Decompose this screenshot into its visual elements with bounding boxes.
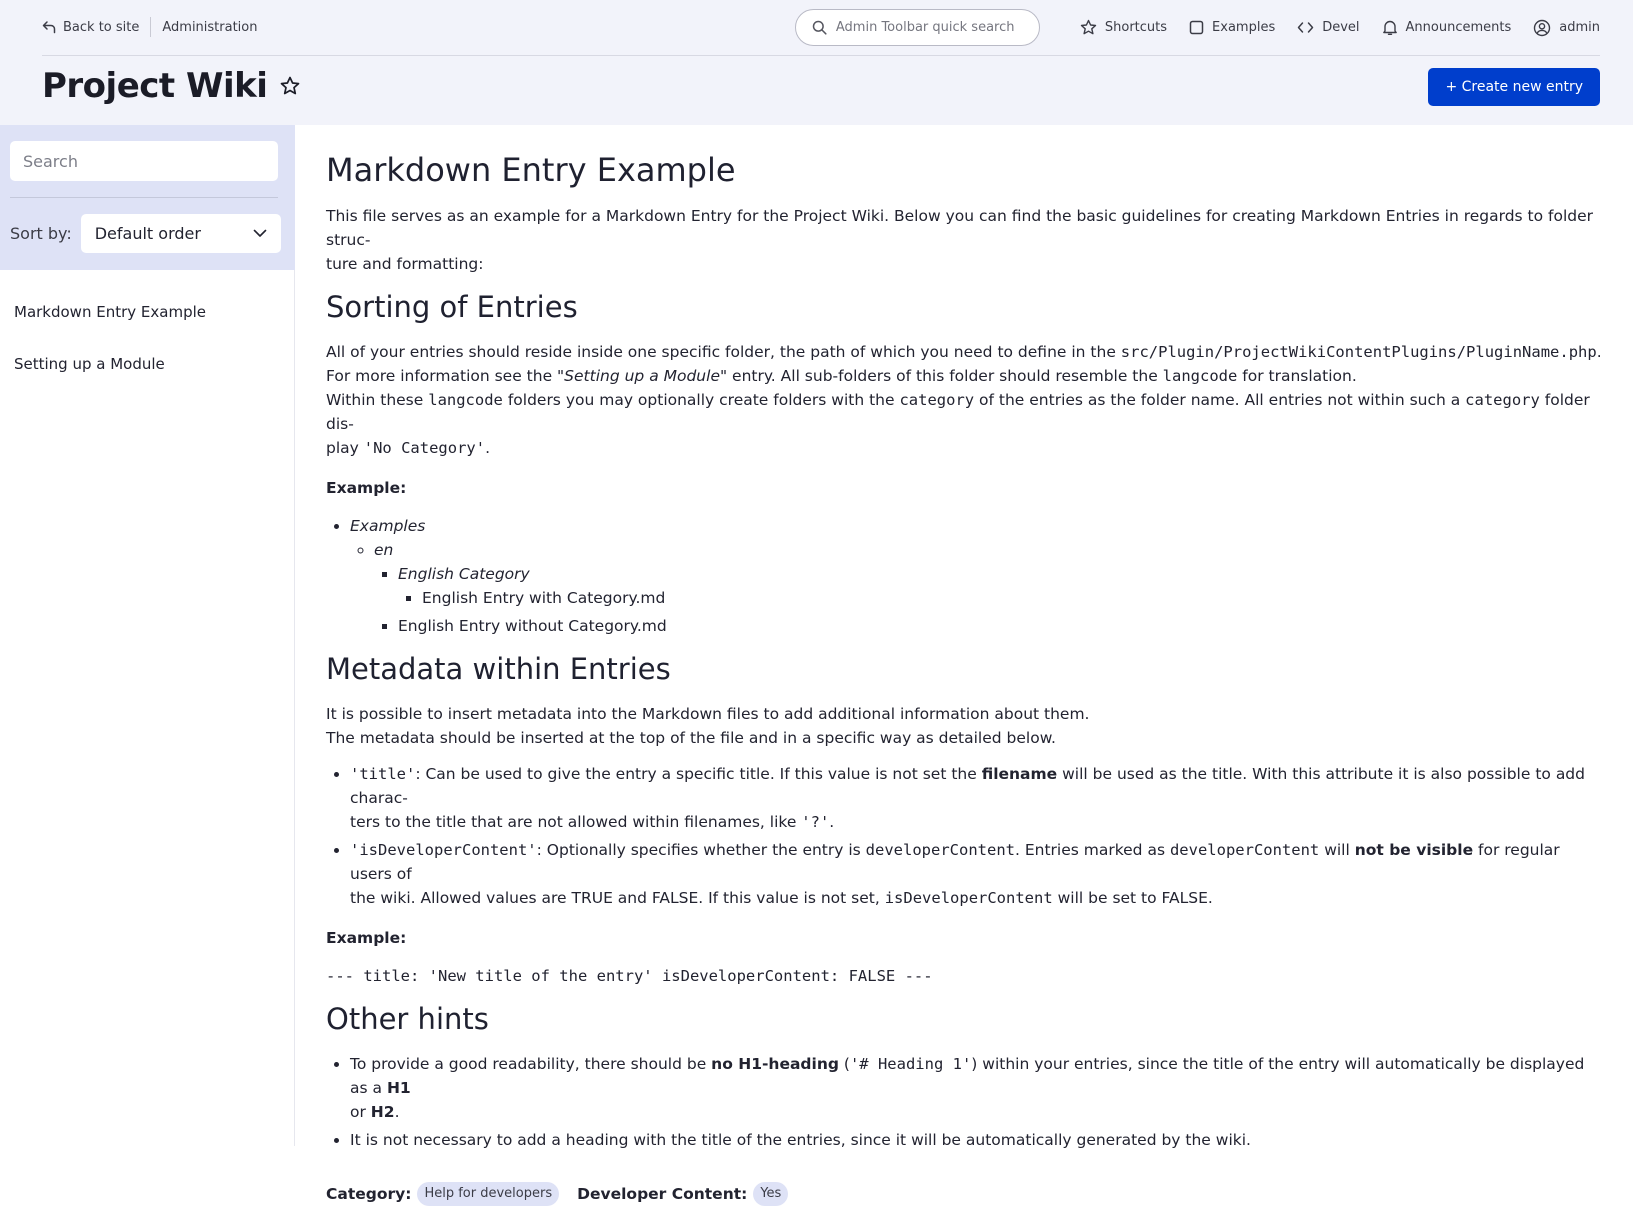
sidebar-divider — [10, 197, 278, 198]
intro-line-2: ture and formatting: — [326, 255, 484, 273]
text: will — [1319, 841, 1355, 859]
square-icon — [1189, 20, 1204, 35]
inline-code: isDeveloperContent — [884, 889, 1053, 907]
toolbar-divider — [150, 17, 151, 37]
announcements-menu[interactable] — [1382, 19, 1512, 36]
example-label: Example: — [326, 479, 407, 497]
list-item: • It is not necessary to add a heading with the title of the entries, since it will be automatically generated by the wiki. — [350, 1128, 1606, 1152]
category-label: Category: — [326, 1185, 412, 1203]
list-item — [350, 1052, 1606, 1124]
text: . — [1596, 343, 1602, 361]
section-heading-hints: Other hints — [326, 1002, 489, 1036]
code-icon — [1297, 20, 1314, 35]
bold-text: H1 — [386, 1079, 411, 1097]
entry-title: Markdown Entry Example — [326, 151, 736, 189]
category-badge[interactable]: Help for developers — [417, 1182, 559, 1206]
admin-toolbar — [42, 0, 1600, 56]
sidebar-item-setting-up-a-module[interactable]: Setting up a Module — [14, 355, 165, 373]
list-item — [374, 538, 1606, 638]
shortcuts-menu[interactable] — [1080, 19, 1167, 36]
inline-code: developerContent — [865, 841, 1015, 859]
shortcuts-label: Shortcuts — [1104, 20, 1168, 35]
examples-label: Examples — [1212, 20, 1276, 35]
text: play — [326, 439, 364, 457]
text: The metadata should be inserted at the top of the file and in a specific way as detailed below. — [326, 729, 1056, 747]
back-to-site-link[interactable] — [42, 20, 139, 35]
sort-selected-value: Default order — [94, 224, 201, 243]
bold-text: no H1-heading — [711, 1055, 839, 1073]
section-heading-sorting: Sorting of Entries — [326, 290, 578, 324]
chevron-down-icon — [253, 229, 267, 238]
devel-menu[interactable] — [1297, 20, 1359, 35]
quick-search-placeholder: Admin Toolbar quick search — [835, 20, 1015, 35]
bold-text: H2 — [370, 1103, 395, 1121]
user-menu[interactable] — [1533, 19, 1600, 37]
text: ) within your entries, since the title of the entry will automatically be displayed as a — [350, 1055, 1585, 1097]
sidebar-item-markdown-entry-example[interactable]: Markdown Entry Example — [14, 303, 206, 321]
hints-list — [326, 1052, 1606, 1152]
examples-menu[interactable] — [1189, 20, 1275, 35]
metadata-paragraph — [326, 702, 1606, 750]
text: : Can be used to give the entry a specific title. If this value is not set the — [415, 765, 982, 783]
text: ters to the title that are not allowed within filenames, like — [350, 813, 802, 831]
list-item — [350, 514, 1606, 638]
bold-text: filename — [981, 765, 1058, 783]
list-item — [398, 562, 1606, 610]
bold-text: not be visible — [1354, 841, 1474, 859]
text: of the entries as the folder name. All entries not within such a — [974, 391, 1466, 409]
inline-code: category — [1465, 391, 1540, 409]
list-item — [350, 838, 1606, 910]
administration-link[interactable]: Administration — [162, 19, 258, 35]
inline-code: '?' — [801, 813, 830, 831]
page-header — [0, 0, 1633, 125]
text: folders you may optionally create folders with the — [502, 391, 900, 409]
sort-select[interactable] — [81, 214, 281, 253]
sort-label: Sort by: — [10, 224, 72, 243]
inline-code: 'isDeveloperContent' — [350, 841, 537, 859]
star-icon[interactable] — [279, 75, 301, 97]
section-heading-metadata: Metadata within Entries — [326, 652, 671, 686]
example-label: Example: — [326, 929, 407, 947]
text: It is possible to insert metadata into the Markdown files to add additional information about them. — [326, 705, 1090, 723]
text: or — [350, 1103, 371, 1121]
inline-code: category — [899, 391, 975, 409]
create-new-entry-button[interactable]: + Create new entry — [1428, 68, 1600, 106]
tree-folder: English Category — [398, 565, 530, 583]
sidebar-filter-panel — [0, 125, 295, 270]
text: . — [829, 813, 835, 831]
back-to-site-label: Back to site — [63, 19, 140, 35]
list-item: ▪ English Entry without Category.md — [398, 614, 1606, 638]
text: ( — [838, 1055, 850, 1073]
text: Within these — [326, 391, 429, 409]
page-title: Project Wiki — [42, 66, 268, 106]
devel-label: Devel — [1322, 20, 1360, 35]
sidebar-nav — [14, 303, 206, 407]
sidebar-search-input[interactable]: Search — [10, 141, 278, 181]
text: will be set to FALSE. — [1052, 889, 1213, 907]
admin-quick-search-input[interactable] — [795, 9, 1040, 46]
sidebar — [0, 125, 295, 1146]
text: . — [485, 439, 491, 457]
list-item — [350, 762, 1606, 834]
text: entry. All sub-folders of this folder should resemble the — [727, 367, 1163, 385]
text: the wiki. Allowed values are TRUE and FALSE. If this value is not set, — [350, 889, 885, 907]
text: : Optionally specifies whether the entry is — [536, 841, 866, 859]
text: To provide a good readability, there should be — [350, 1055, 712, 1073]
entry-content — [326, 150, 1606, 1206]
metadata-list — [326, 762, 1606, 910]
text: For more information see the — [326, 367, 558, 385]
star-icon — [1080, 19, 1097, 36]
text: will be used as the title. With this attribute it is also possible to add charac- — [350, 765, 1585, 807]
announcements-label: Announcements — [1405, 20, 1512, 35]
developer-content-badge: Yes — [753, 1182, 788, 1206]
bell-icon — [1382, 19, 1398, 36]
folder-tree — [326, 514, 1606, 638]
intro-line-1: This file serves as an example for a Markdown Entry for the Project Wiki. Below you can find the basic guidelines for creating Markdown Entries in regards to folder struc- — [326, 207, 1594, 249]
text: . — [394, 1103, 400, 1121]
tree-folder: Examples — [350, 517, 426, 535]
developer-content-label: Developer Content: — [577, 1185, 748, 1203]
intro-paragraph — [326, 204, 1606, 276]
search-icon — [812, 20, 827, 35]
list-item: ▪ English Entry with Category.md — [422, 586, 1606, 610]
text: All of your entries should reside inside one specific folder, the path of which you need to define in the — [326, 343, 1121, 361]
user-circle-icon — [1533, 19, 1551, 37]
inline-code: 'No Category' — [363, 439, 486, 457]
inline-code: src/Plugin/ProjectWikiContentPlugins/PluginName.php — [1120, 343, 1597, 361]
tree-folder: en — [374, 541, 394, 559]
back-arrow-icon — [42, 20, 56, 34]
user-label: admin — [1559, 20, 1600, 35]
inline-code: langcode — [428, 391, 503, 409]
entry-reference: "Setting up a Module" — [557, 367, 728, 385]
sorting-paragraph — [326, 340, 1606, 460]
inline-code: developerContent — [1169, 841, 1320, 859]
inline-code: '# Heading 1' — [849, 1055, 972, 1073]
inline-code: langcode — [1162, 367, 1238, 385]
text: for regular users of — [350, 841, 1560, 883]
text: . Entries marked as — [1014, 841, 1170, 859]
metadata-code-example: --- title: 'New title of the entry' isDeveloperContent: FALSE --- — [326, 967, 933, 985]
text: for translation. — [1237, 367, 1357, 385]
text: folder dis- — [326, 391, 1590, 433]
entry-meta — [326, 1182, 1606, 1206]
inline-code: 'title' — [350, 765, 416, 783]
